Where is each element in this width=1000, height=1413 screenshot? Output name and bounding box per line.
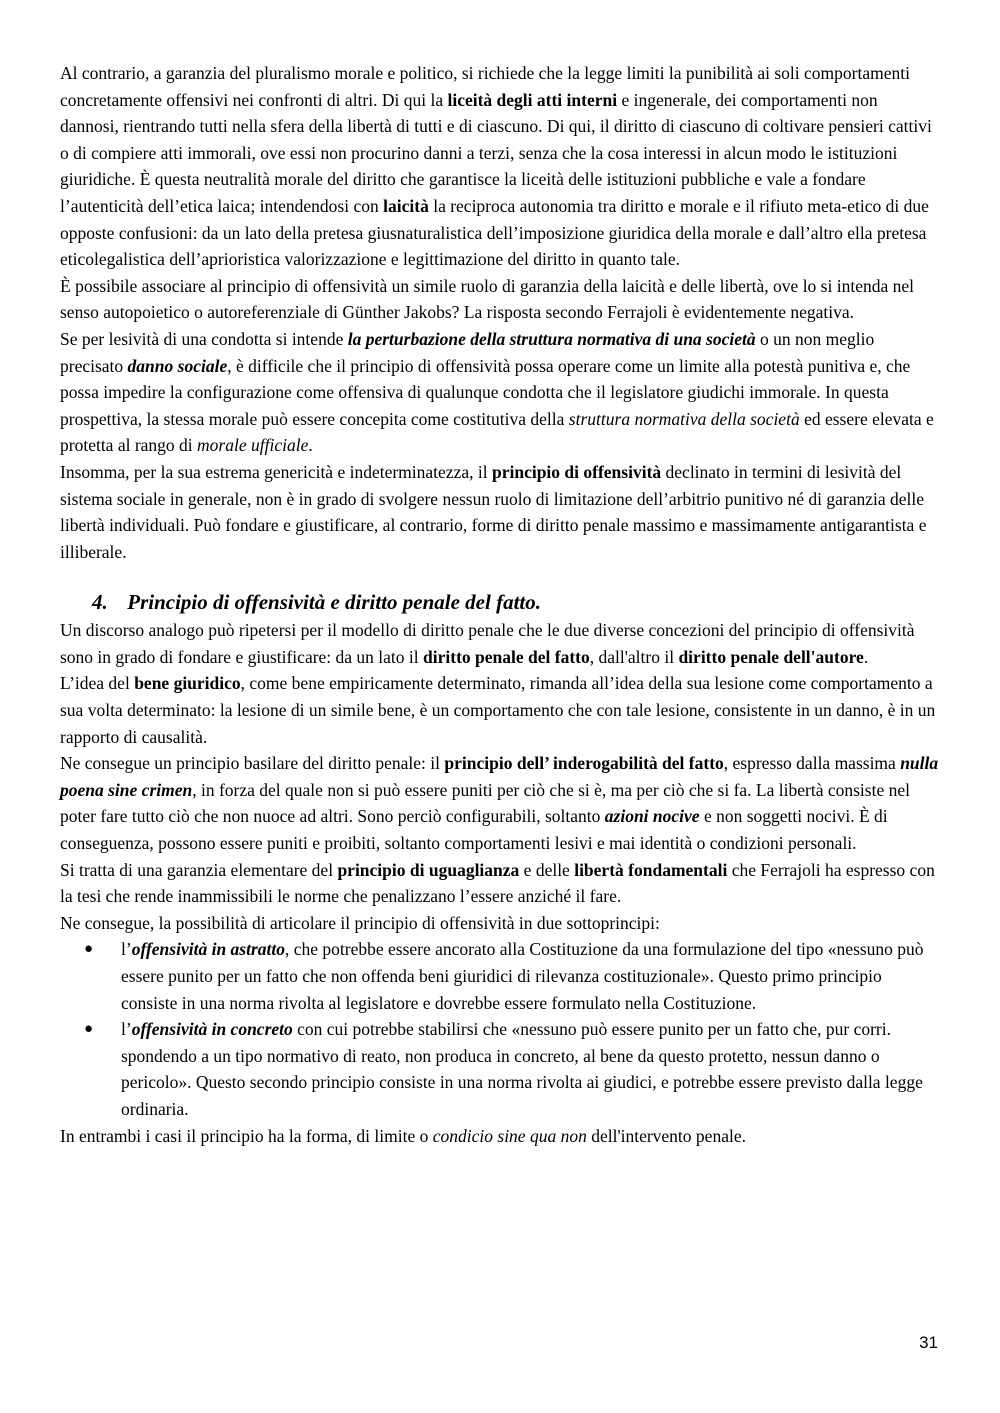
section-body bbox=[60, 617, 940, 936]
paragraph-p5 bbox=[60, 617, 940, 670]
emphasized-text: condicio sine qua non bbox=[432, 1125, 587, 1146]
paragraph-p7 bbox=[60, 750, 940, 856]
emphasized-text: libertà fondamentali bbox=[574, 859, 728, 880]
section-intro bbox=[60, 60, 940, 565]
emphasized-text: liceità degli atti interni bbox=[447, 89, 618, 110]
list-item-text bbox=[121, 939, 924, 1012]
text-run: Ne consegue un principio basilare del diritto penale: il bbox=[60, 753, 445, 774]
emphasized-text: la perturbazione della struttura normativa di una società bbox=[347, 328, 756, 349]
list-item-text bbox=[121, 1019, 923, 1119]
text-run: Se per lesività di una condotta si intende bbox=[60, 328, 348, 349]
paragraph-p2 bbox=[60, 273, 940, 326]
text-run: declinato in termini di lesività del sistema sociale in generale, non è in grado di svolgere nessun ruolo di limitazione dell’arbitrio punitivo né di garanzia delle libertà individuali. Può fondare e giustificare, al contrario, forme di diritto penale massimo e massimamente antigarantista e illiberale. bbox=[60, 461, 927, 562]
bullet-icon: ● bbox=[84, 1021, 94, 1038]
text-run: e delle bbox=[519, 859, 575, 880]
text-run: , come bene empiricamente determinato, rimanda all’idea della sua lesione come comportamento a sua volta determinato: la lesione di un simile bene, è un comportamento che con tale lesione, consistente in un danno, è in un rapporto di causalità. bbox=[60, 673, 936, 747]
text-run: È possibile associare al principio di offensività un simile ruolo di garanzia della laicità e delle libertà, ove lo si intenda nel senso autopoietico o autoreferenziale di Günther Jakobs? La risposta secondo Ferrajoli è evidentemente negativa. bbox=[60, 275, 914, 323]
paragraph-p8 bbox=[60, 857, 940, 910]
bullet-list bbox=[60, 936, 940, 1122]
text-run: e non soggetti nocivi. È di conseguenza, possono essere puniti e proibiti, soltanto comportamenti lesivi e mai identità o condizioni personali. bbox=[60, 806, 888, 854]
emphasized-text: bene giuridico bbox=[134, 673, 241, 694]
page-body bbox=[60, 60, 940, 1149]
paragraph-p10 bbox=[60, 1123, 940, 1150]
text-run: e ingenerale, dei comportamenti non dannosi, rientrando tutti nella sfera della libertà di tutti e di ciascuno. Di qui, il diritto di ciascuno di coltivare pensieri cattivi o di compiere atti immorali, ove essi non procurino danni a terzi, senza che la cosa interessi in alcun modo le istituzioni giuridiche. È questa neutralità morale del diritto che garantisce la liceità delle istituzioni pubbliche e vale a fondare l’autenticità dell’etica laica; intendendosi con bbox=[60, 89, 932, 216]
list-item bbox=[60, 936, 940, 1016]
emphasized-text: principio di uguaglianza bbox=[337, 859, 520, 880]
text-run: , è difficile che il principio di offensività possa operare come un limite alla potestà punitiva e, che possa impedire la configurazione come offensiva di qualunque condotta che il legislatore giudichi immorale. In questa prospettiva, la stessa morale può essere concepita come costitutiva della bbox=[60, 355, 911, 429]
emphasized-text: struttura normativa della società bbox=[568, 408, 800, 429]
emphasized-text: diritto penale dell'autore bbox=[678, 646, 864, 667]
emphasized-text: principio dell’ inderogabilità del fatto bbox=[444, 753, 724, 774]
text-run: la reciproca autonomia tra diritto e morale e il rifiuto meta-etico di due opposte confusioni: da un lato della pretesa giusnaturalistica dell’imposizione giuridica della morale e dall’altro ella pretesa eticolegalistica dell’aprioristica valorizzazione e legittimazione del diritto in quanto tale. bbox=[60, 195, 929, 270]
text-run: , in forza del quale non si può essere puniti per ciò che si è, ma per ciò che si fa. La libertà consiste nel poter fare tutto ciò che non nuoce ad altri. Sono perciò configurabili, soltanto bbox=[60, 779, 910, 827]
section-title: Principio di offensività e diritto penale del fatto. bbox=[127, 590, 541, 615]
text-run: l’ bbox=[121, 939, 132, 960]
text-run: l’ bbox=[121, 1019, 132, 1040]
text-run: Insomma, per la sua estrema genericità e indeterminatezza, il bbox=[60, 461, 492, 482]
text-run: , che potrebbe essere ancorato alla Costituzione da una formulazione del tipo «nessuno può essere punito per un fatto che non offenda beni giuridici di rilevanza costituzionale». Questo primo principio consiste in una norma rivolta al legislatore e dovrebbe essere formulato nella Costituzione. bbox=[121, 939, 924, 1013]
text-run: ed essere elevata e protetta al rango di bbox=[60, 408, 934, 456]
paragraph-p3 bbox=[60, 326, 940, 459]
text-run: Ne consegue, la possibilità di articolare il principio di offensività in due sottoprincipi: bbox=[60, 912, 660, 933]
paragraph-p9 bbox=[60, 910, 940, 937]
text-run: Al contrario, a garanzia del pluralismo morale e politico, si richiede che la legge limiti la punibilità ai soli comportamenti concretamente offensivi nei confronti di altri. Di qui la bbox=[60, 63, 910, 110]
section-heading bbox=[60, 587, 940, 617]
emphasized-text: azioni nocive bbox=[604, 806, 700, 827]
text-run: o un non meglio precisato bbox=[60, 328, 875, 376]
text-run: , dall'altro il bbox=[589, 646, 679, 667]
paragraph-p4 bbox=[60, 459, 940, 565]
emphasized-text: danno sociale bbox=[127, 355, 228, 376]
text-run: dell'intervento penale. bbox=[586, 1125, 746, 1146]
emphasized-text: laicità bbox=[383, 195, 429, 216]
emphasized-text: morale ufficiale bbox=[197, 435, 309, 456]
section-closing bbox=[60, 1123, 940, 1150]
text-run: In entrambi i casi il principio ha la forma, di limite o bbox=[60, 1125, 433, 1146]
text-run: con cui potrebbe stabilirsi che «nessuno può essere punito per un fatto che, pur corri. spondendo a un tipo normativo di reato, non produca in concreto, al bene da questo protetto, nessun danno o pericolo». Questo secondo principio consiste in una norma rivolta ai giudici, e potrebbe essere previsto dalla legge ordinaria. bbox=[121, 1019, 923, 1119]
page-number: 31 bbox=[919, 1333, 938, 1352]
text-run: Un discorso analogo può ripetersi per il modello di diritto penale che le due diverse concezioni del principio di offensività sono in grado di fondare e giustificare: da un lato il bbox=[60, 620, 915, 667]
emphasized-text: offensività in astratto bbox=[131, 939, 286, 960]
text-run: . bbox=[308, 435, 313, 456]
list-item bbox=[60, 1016, 940, 1122]
text-run: . bbox=[863, 646, 869, 667]
text-run: che Ferrajoli ha espresso con la tesi che rende inammissibili le norme che penalizzano l’essere anziché il fare. bbox=[60, 859, 935, 907]
text-run: , espresso dalla massima bbox=[723, 753, 901, 774]
text-run: L’idea del bbox=[60, 673, 135, 694]
emphasized-text: diritto penale del fatto bbox=[423, 646, 590, 667]
bullet-icon: ● bbox=[84, 941, 94, 958]
emphasized-text: nulla poena sine crimen bbox=[60, 753, 939, 800]
emphasized-text: offensività in concreto bbox=[131, 1019, 293, 1040]
section-number: 4. bbox=[92, 590, 108, 615]
text-run: Si tratta di una garanzia elementare del bbox=[60, 859, 338, 880]
emphasized-text: principio di offensività bbox=[491, 461, 662, 482]
paragraph-p1 bbox=[60, 60, 940, 273]
paragraph-p6 bbox=[60, 670, 940, 750]
